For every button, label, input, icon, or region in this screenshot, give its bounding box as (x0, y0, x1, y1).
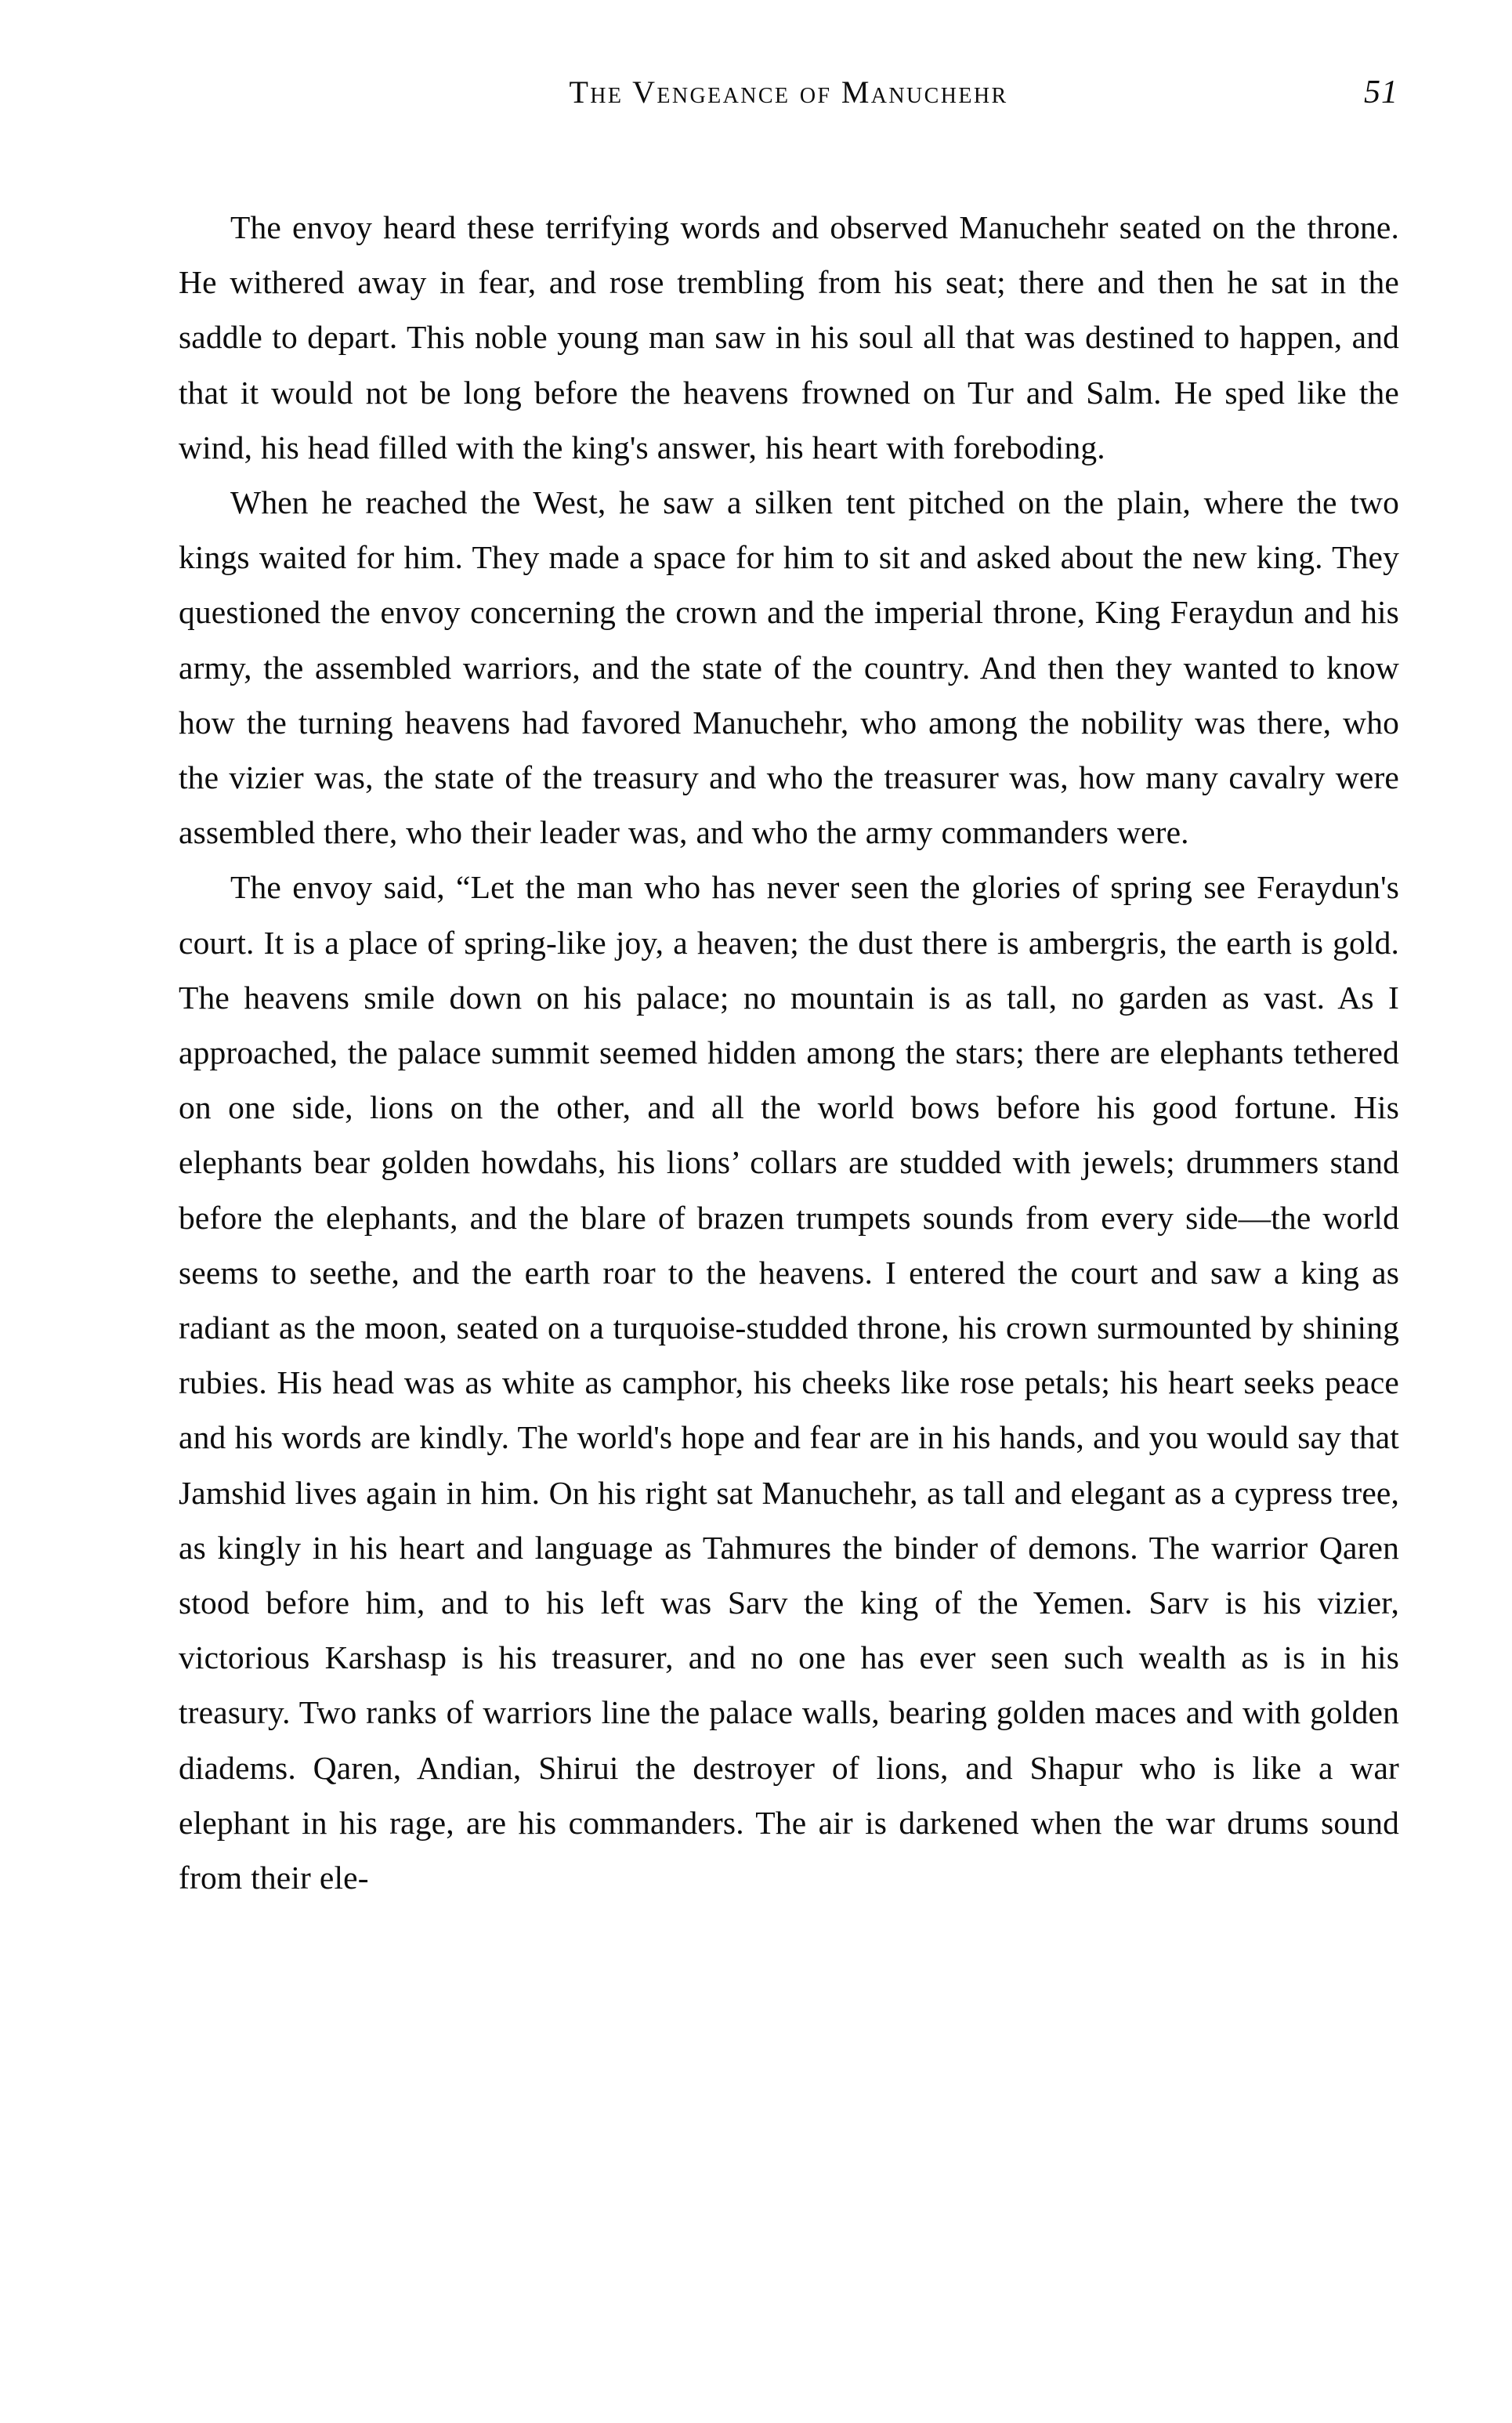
running-head-title: The Vengeance of Manuchehr (569, 74, 1008, 110)
paragraph-1: The envoy heard these terrifying words and observed Manuchehr seated on the throne. He withered away in fear, and rose trembling from his seat; there and then he sat in the saddle to depart. This noble young man saw in his soul all that was destined to happen, and that it would not be long before the heavens frowned on Tur and Salm. He sped like the wind, his head filled with the king's answer, his heart with foreboding. (179, 209, 1399, 465)
paragraph-3: The envoy said, “Let the man who has never seen the glories of spring see Feraydun's court. It is a place of spring-like joy, a heaven; the dust there is ambergris, the earth is gold. The heavens smile down on his palace; no mountain is as tall, no garden as vast. As I approached, the palace summit seemed hidden among the stars; there are elephants tethered on one side, lions on the other, and all the world bows before his good fortune. His elephants bear golden howdahs, his lions’ collars are studded with jewels; drummers stand before the elephants, and the blare of brazen trumpets sounds from every side—the world seems to seethe, and the earth roar to the heavens. I entered the court and saw a king as radiant as the moon, seated on a turquoise-studded throne, his crown surmounted by shining rubies. His head was as white as camphor, his cheeks like rose petals; his heart seeks peace and his words are kindly. The world's hope and fear are in his hands, and you would say that Jamshid lives again in him. On his right sat Manuchehr, as tall and elegant as a cypress tree, as kingly in his heart and language as Tahmures the binder of demons. The warrior Qaren stood before him, and to his left was Sarv the king of the Yemen. Sarv is his vizier, victorious Karshasp is his treasurer, and no one has ever seen such wealth as is in his treasury. Two ranks of warriors line the palace walls, bearing golden maces and with golden diadems. Qaren, Andian, Shirui the destroyer of lions, and Shapur who is like a war elephant in his rage, are his commanders. The air is darkened when the war drums sound from their ele- (179, 869, 1399, 1896)
running-head (179, 69, 1398, 124)
paragraph-2: When he reached the West, he saw a silken tent pitched on the plain, where the two kings waited for him. They made a space for him to sit and asked about the new king. They questioned the envoy concerning the crown and the imperial throne, King Feraydun and his army, the assembled warriors, and the state of the country. And then they wanted to know how the turning heavens had favored Manuchehr, who among the nobility was there, who the vizier was, the state of the treasury and who the treasurer was, how many cavalry were assembled there, who their leader was, and who the army commanders were. (179, 484, 1399, 851)
page-number: 51 (1364, 74, 1398, 110)
body-text-block (179, 200, 1399, 1905)
